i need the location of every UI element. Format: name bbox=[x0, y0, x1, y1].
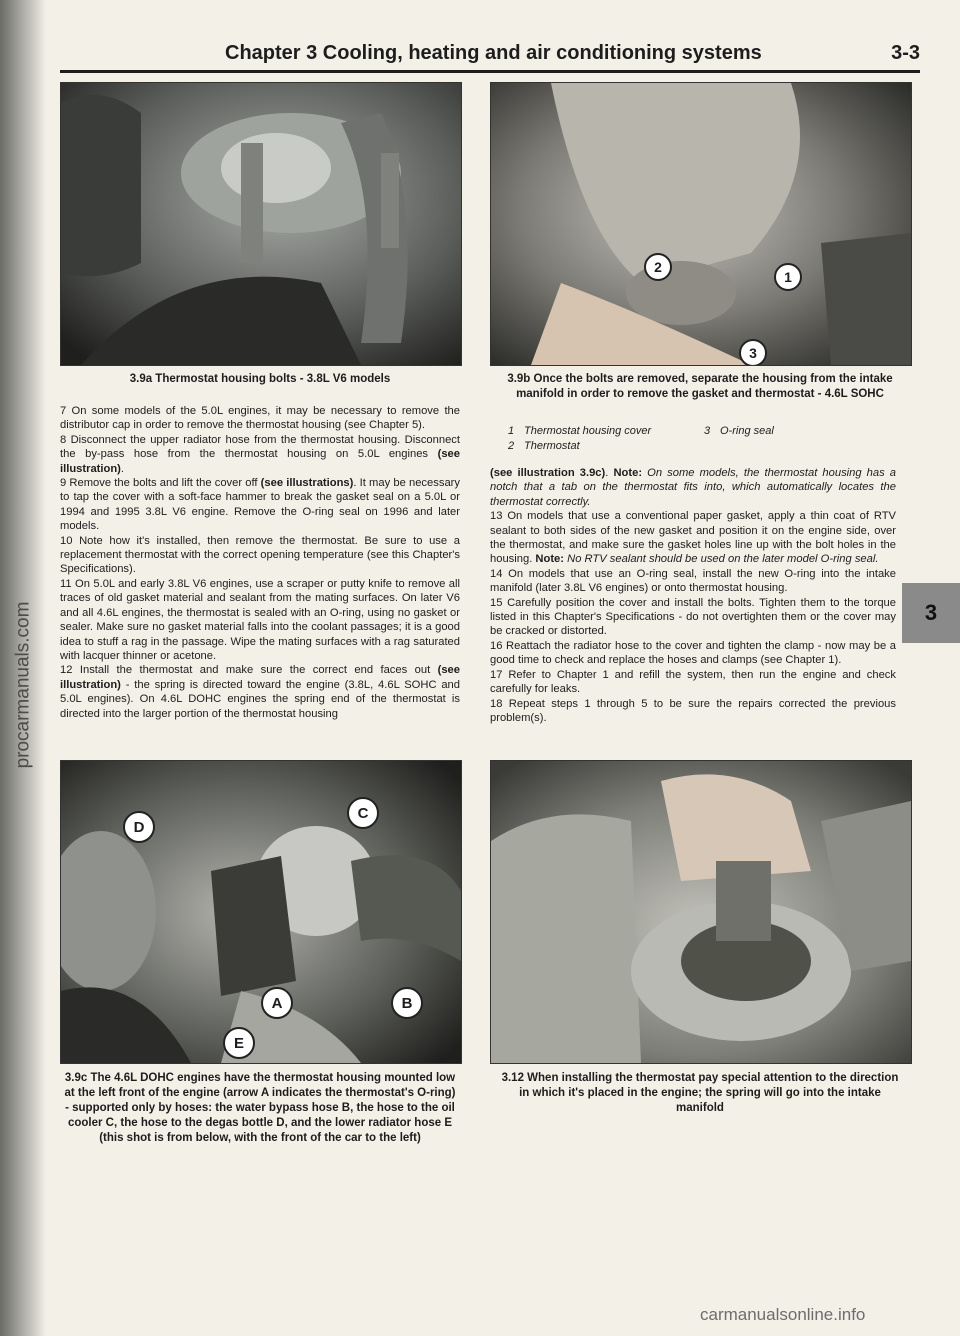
paragraph-16: 16 Reattach the radiator hose to the cover and tighten the clamp - now may be a good time to check and replace the hoses and clamps (see Chapter 1). bbox=[490, 639, 896, 667]
legend-row bbox=[508, 439, 908, 454]
note-text: No RTV sealant should be used on the later model O-ring seal. bbox=[564, 553, 879, 566]
photo-3-12 bbox=[490, 760, 912, 1064]
callout-a bbox=[261, 987, 293, 1019]
paragraph-8 bbox=[60, 433, 460, 476]
paragraph-12-tail: - the spring is directed toward the engine (3.8L, 4.6L SOHC and 5.0L engines). On 4.6L DOHC engines the spring end of the thermostat is directed into the larger portion of the thermostat housing bbox=[60, 678, 460, 720]
side-watermark bbox=[8, 565, 38, 805]
paragraph-9 bbox=[60, 476, 460, 534]
callout-e-label: E bbox=[233, 1034, 244, 1052]
callout-c bbox=[347, 797, 379, 829]
legend-text: Thermostat bbox=[524, 440, 580, 452]
paragraph-9-tail: . It may be necessary to tap the cover with a soft-face hammer to break the gasket seal on a 5.0L or 1994 and 1995 3.8L V6 engine. Remove the O-ring seal on 1996 and later models. bbox=[60, 477, 460, 533]
chapter-tab-label: 3 bbox=[924, 600, 938, 625]
legend-text: Thermostat housing cover bbox=[524, 425, 652, 437]
caption-3-12: 3.12 When installing the thermostat pay special attention to the direction in which it's placed in the engine; the spring will go into the intake manifold bbox=[501, 1072, 899, 1114]
paragraph-13 bbox=[490, 509, 896, 567]
side-watermark-text: procarmanuals.com bbox=[12, 601, 33, 769]
chapter-title: Chapter 3 Cooling, heating and air conditioning systems bbox=[225, 42, 762, 64]
left-text-column bbox=[60, 404, 460, 721]
caption-3-9b: 3.9b Once the bolts are removed, separate the housing from the intake manifold in order to remove the gasket and thermostat - 4.6L SOHC bbox=[507, 373, 893, 400]
legend-3-9b bbox=[508, 424, 908, 454]
legend-row bbox=[508, 424, 908, 439]
photo-3-9b-image bbox=[491, 83, 911, 365]
paragraph-9-text: 9 Remove the bolts and lift the cover off bbox=[60, 477, 261, 490]
legend-text: O-ring seal bbox=[720, 425, 774, 437]
photo-3-12-image bbox=[491, 761, 911, 1063]
caption-3-9a: 3.9a Thermostat housing bolts - 3.8L V6 models bbox=[129, 373, 391, 385]
paragraph-8-tail: . bbox=[120, 462, 125, 475]
paragraph-18: 18 Repeat steps 1 through 5 to be sure the repairs corrected the previous problem(s). bbox=[490, 697, 896, 724]
separator: . bbox=[605, 467, 614, 479]
page-header bbox=[60, 40, 920, 72]
chapter-tab bbox=[902, 583, 960, 643]
illustration-ref: (see illustration 3.9c) bbox=[490, 467, 606, 479]
callout-e bbox=[223, 1027, 255, 1059]
paragraph-17: 17 Refer to Chapter 1 and refill the system, then run the engine and check carefully for leaks. bbox=[490, 668, 896, 696]
header-rule bbox=[60, 70, 920, 73]
paragraph-12 bbox=[60, 663, 460, 721]
paragraph-14: 14 On models that use an O-ring seal, install the new O-ring into the intake manifold (later 3.8L V6 engines) or onto thermostat housing. bbox=[490, 567, 896, 595]
caption-3-9c: 3.9c The 4.6L DOHC engines have the thermostat housing mounted low at the left front of the engine (arrow A indicates the thermostat's O-ring) - supported only by hoses: the water bypass hose B, the hose to the oil cooler C, the hose to the degas bottle D, and the lower radiator hose E (this shot is from below, with the front of the car to the left) bbox=[64, 1072, 456, 1144]
paragraph-12-ref: (see illustration) bbox=[60, 664, 460, 691]
photo-3-9c bbox=[60, 760, 462, 1064]
legend-num: 1 bbox=[508, 425, 515, 437]
callout-b bbox=[391, 987, 423, 1019]
right-text-column bbox=[490, 466, 896, 725]
paragraph-9-ref: (see illustrations) bbox=[260, 477, 354, 490]
legend-num: 3 bbox=[704, 425, 711, 437]
callout-2 bbox=[644, 253, 672, 281]
note-label: Note: bbox=[613, 467, 643, 479]
paragraph-11: 11 On 5.0L and early 3.8L V6 engines, use a scraper or putty knife to remove all traces of old gasket material and sealant from the mating surfaces. On later V6 and all 4.6L engines, the thermostat is sealed with an O-ring, using no gasket or sealer. Make sure no gasket material falls into the coolant passages; it is a good idea to stuff a rag in the passage. Wipe the mating surfaces with a rag saturated with lacquer thinner or acetone. bbox=[60, 577, 460, 662]
callout-a-label: A bbox=[271, 994, 283, 1012]
paragraph-13-text: 13 On models that use a conventional paper gasket, apply a thin coat of RTV sealant to both sides of the new gasket and position it on the engine side, over the thermostat, and make sure the gasket holes line up with the bolt holes in the housing. bbox=[490, 510, 896, 566]
bottom-watermark: carmanualsonline.info bbox=[700, 1305, 866, 1324]
photo-3-9a bbox=[60, 82, 462, 366]
callout-c-label: C bbox=[357, 804, 369, 822]
callout-3-label: 3 bbox=[749, 345, 757, 361]
photo-3-9a-image bbox=[61, 83, 461, 365]
note-text: On some models, the thermostat housing has a notch that a tab on the thermostat fits into, which automatically locates the thermostat correctly. bbox=[490, 467, 897, 508]
paragraph-7: 7 On some models of the 5.0L engines, it may be necessary to remove the distributor cap in order to remove the thermostat housing (see Chapter 5). bbox=[60, 405, 460, 432]
paragraph-8-ref: (see illustration) bbox=[60, 448, 460, 475]
callout-b-label: B bbox=[401, 994, 413, 1012]
callout-d-label: D bbox=[133, 818, 145, 836]
callout-3 bbox=[739, 339, 767, 366]
callout-d bbox=[123, 811, 155, 843]
paragraph-12-text: 12 Install the thermostat and make sure the correct end faces out bbox=[60, 664, 438, 677]
page-number: 3-3 bbox=[891, 42, 920, 64]
paragraph-12-continued bbox=[490, 466, 896, 509]
callout-1 bbox=[774, 263, 802, 291]
note-label: Note: bbox=[535, 553, 564, 566]
paragraph-15: 15 Carefully position the cover and install the bolts. Tighten them to the torque listed in this Chapter's Specifications - do not overtighten them or the cover may be cracked or distorted. bbox=[490, 596, 896, 638]
paragraph-8-text: 8 Disconnect the upper radiator hose from the thermostat housing. Disconnect the by-pass hose from the thermostat housing on 5.0L engines bbox=[60, 433, 460, 461]
paragraph-10: 10 Note how it's installed, then remove the thermostat. Be sure to use a replacement thermostat with the correct opening temperature (see this Chapter's Specifications). bbox=[60, 534, 460, 576]
photo-3-9b bbox=[490, 82, 912, 366]
legend-num: 2 bbox=[508, 440, 515, 452]
callout-1-label: 1 bbox=[784, 269, 792, 285]
callout-2-label: 2 bbox=[654, 259, 662, 275]
